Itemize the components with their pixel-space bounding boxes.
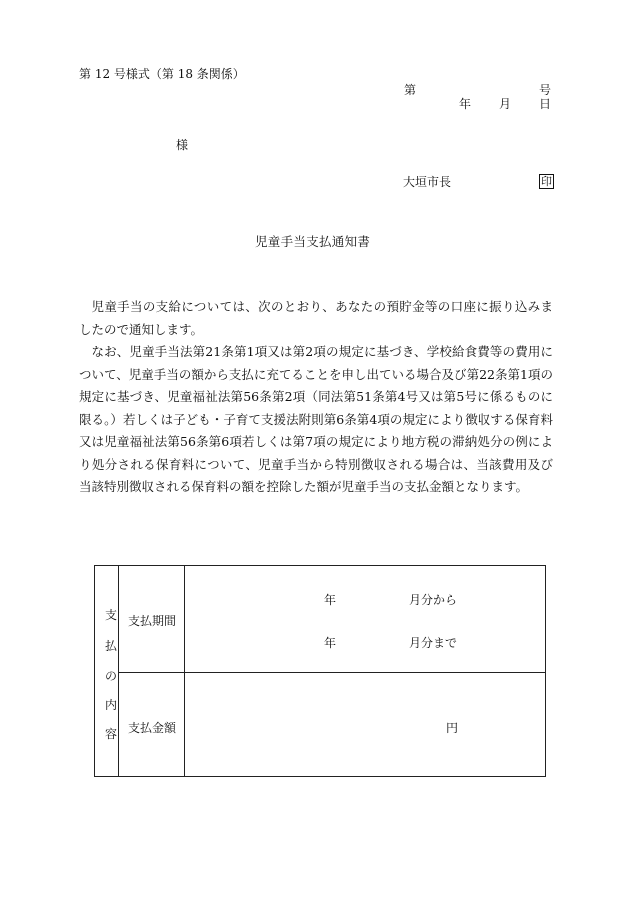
- date-year-label: 年: [459, 97, 472, 111]
- date-day-label: 日: [539, 97, 552, 111]
- side-label-char: 内: [105, 698, 118, 712]
- period-from-year: 年: [324, 593, 337, 607]
- notice-paragraph-2: なお、児童手当法第21条第1項又は第2項の規定に基づき、学校給食費等の費用について、児童手当の額から支払に充てることを申し出ている場合及び第22条第1項の規定に基づき、児童福祉法第56条第2項（同法第51条第4号又は第5号に係るものに限る。）若しくは子ども・子育て支援法附則第6条第4項の規定により徴収する保育料又は児童福祉法第56条第6項若しくは第7項の規定により地方税の滞納処分の例により処分される保育料について、児童手当から特別徴収される場合は、当該費用及び当該特別徴収される保育料の額を控除した額が児童手当の支払金額となります。: [79, 344, 553, 494]
- seal-mark: 印: [541, 175, 552, 188]
- date-month-label: 月: [499, 97, 512, 111]
- table-divider-horizontal: [118, 672, 545, 673]
- amount-unit: 円: [446, 721, 459, 735]
- addressee-honorific: 様: [176, 138, 189, 152]
- side-label-char: 支: [105, 608, 118, 622]
- side-label-char: 払: [105, 639, 118, 653]
- payment-details-table: [94, 565, 546, 777]
- document-title: 児童手当支払通知書: [255, 234, 371, 249]
- period-from-month: 月分から: [409, 593, 458, 607]
- form-number: 第 12 号様式（第 18 条関係）: [79, 67, 245, 81]
- payment-period-label: 支払期間: [128, 614, 177, 628]
- notice-body: [79, 296, 553, 499]
- notice-paragraph-1: 児童手当の支給については、次のとおり、あなたの預貯金等の口座に振り込みましたので通知します。: [79, 299, 553, 337]
- table-divider-vertical-1: [118, 566, 119, 776]
- document-number-prefix: 第: [404, 83, 417, 97]
- period-to-month: 月分まで: [409, 636, 458, 650]
- issuer-name: 大垣市長: [403, 175, 452, 189]
- document-number-suffix: 号: [539, 83, 552, 97]
- side-label-char: 容: [105, 727, 118, 741]
- side-label-char: の: [105, 669, 118, 683]
- period-to-year: 年: [324, 636, 337, 650]
- table-divider-vertical-2: [184, 566, 185, 776]
- payment-amount-label: 支払金額: [128, 721, 177, 735]
